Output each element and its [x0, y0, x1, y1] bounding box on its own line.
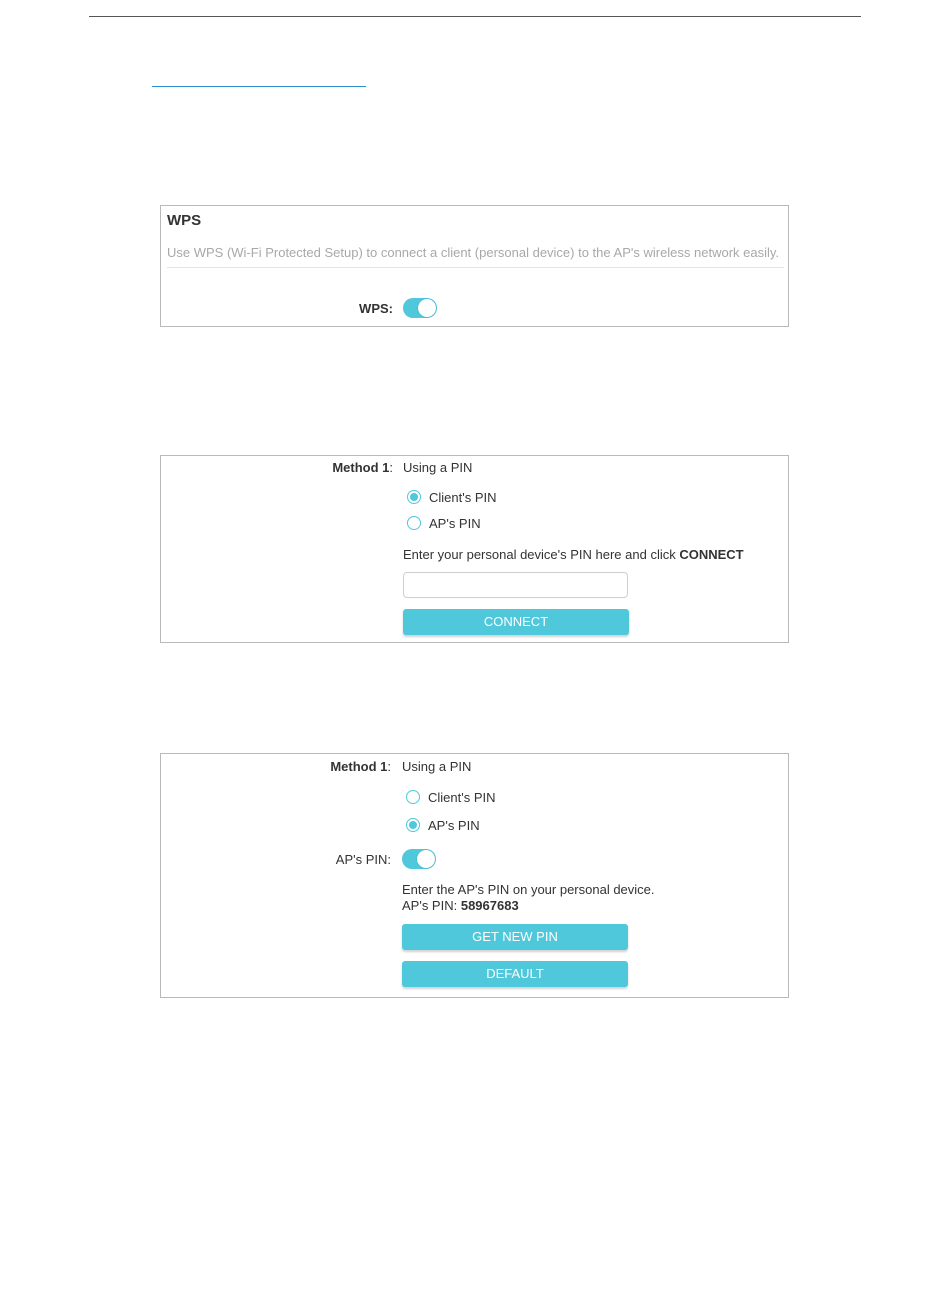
pin-instruction-bold: CONNECT — [679, 547, 744, 562]
toggle-knob — [417, 850, 435, 868]
ap-pin-label: AP's PIN: — [335, 852, 391, 867]
ap-pin-toggle[interactable] — [402, 849, 436, 869]
radio-aps-pin-label[interactable]: AP's PIN — [429, 516, 481, 531]
ap-pin-instruction: Enter the AP's PIN on your personal device. — [402, 882, 655, 897]
ap-pin-value: 58967683 — [460, 898, 519, 913]
link-underline — [152, 86, 366, 87]
connect-button[interactable]: CONNECT — [403, 609, 629, 635]
radio-clients-pin[interactable] — [406, 790, 420, 804]
wps-label: WPS: — [359, 301, 393, 316]
method-colon: : — [389, 460, 393, 475]
method-label — [289, 759, 391, 774]
wps-panel — [160, 205, 789, 327]
ap-pin-display — [402, 898, 519, 913]
radio-clients-pin[interactable] — [407, 490, 421, 504]
wps-toggle[interactable] — [403, 298, 437, 318]
method-value: Using a PIN — [402, 759, 472, 774]
default-button[interactable]: DEFAULT — [402, 961, 628, 987]
client-pin-input[interactable] — [403, 572, 628, 598]
ap-pin-panel — [160, 753, 789, 998]
method-colon: : — [387, 759, 391, 774]
ap-pin-prefix: AP's PIN: — [402, 898, 461, 913]
header-rule — [89, 16, 861, 17]
method-label-text: Method 1 — [332, 460, 390, 475]
radio-aps-pin-label[interactable]: AP's PIN — [428, 818, 480, 833]
client-pin-panel — [160, 455, 789, 643]
method-label-text: Method 1 — [330, 759, 388, 774]
radio-aps-pin[interactable] — [406, 818, 420, 832]
radio-aps-pin[interactable] — [407, 516, 421, 530]
wps-divider — [167, 267, 784, 268]
wps-title: WPS — [167, 212, 202, 229]
radio-clients-pin-label[interactable]: Client's PIN — [428, 790, 496, 805]
radio-clients-pin-label[interactable]: Client's PIN — [429, 490, 497, 505]
get-new-pin-button[interactable]: GET NEW PIN — [402, 924, 628, 950]
pin-instruction — [403, 547, 744, 562]
method-value: Using a PIN — [403, 460, 473, 475]
method-label — [291, 460, 393, 475]
wps-description: Use WPS (Wi-Fi Protected Setup) to connect a client (personal device) to the AP's wireless network easily. — [167, 245, 780, 260]
toggle-knob — [418, 299, 436, 317]
pin-instruction-text: Enter your personal device's PIN here and click — [403, 547, 680, 562]
